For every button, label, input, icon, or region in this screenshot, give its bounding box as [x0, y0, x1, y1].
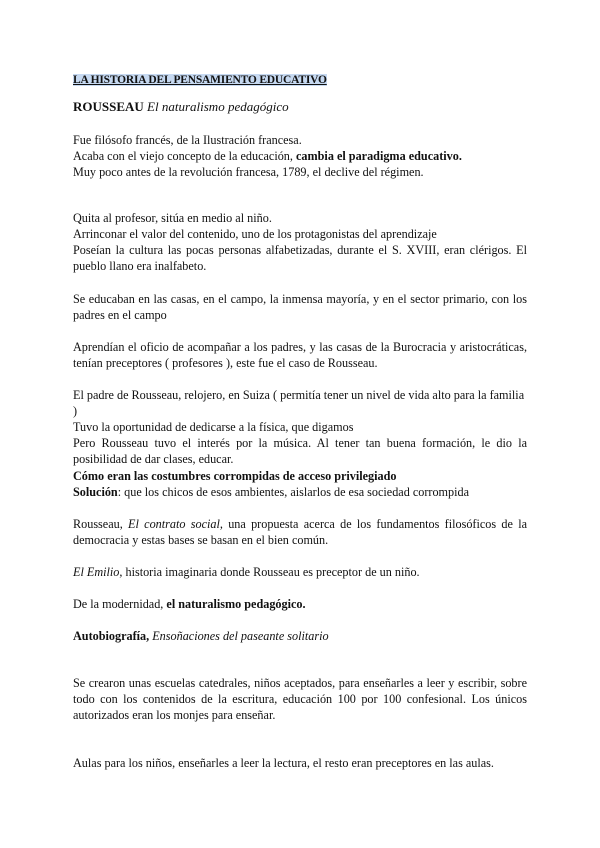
text-span: De la modernidad, [73, 597, 167, 611]
bold-label: Autobiografía, [73, 629, 150, 643]
paragraph-intro [73, 132, 527, 180]
text-line: Tuvo la oportunidad de dedicarse a la física, que digamos [73, 420, 354, 434]
work-title: Ensoñaciones del paseante solitario [149, 629, 329, 643]
paragraph-solution [73, 468, 527, 500]
paragraph-teacher [73, 210, 527, 274]
paragraph-classrooms [73, 755, 527, 771]
text-span: una propuesta acerca de los fundamentos filosóficos de la democracia y estas bases se basan en el bien común. [73, 517, 527, 547]
paragraph-homes [73, 291, 527, 323]
section-topic: El naturalismo pedagógico [147, 99, 289, 114]
text-line: Pero Rousseau tuvo el interés por la música. Al tener tan buena formación, le dio la posibilidad de dar clases, educar. [73, 436, 527, 466]
text-line: El padre de Rousseau, relojero, en Suiza ( permitía tener un nivel de vida alto para la familia ) [73, 388, 525, 418]
bold-label: Solución [73, 485, 118, 499]
text-line: Fue filósofo francés, de la Ilustración francesa. [73, 133, 302, 147]
text-line: Aprendían el oficio de acompañar a los padres, y las casas de la Burocracia y aristocráticas, tenían preceptores ( profesores ), este fue el caso de Rousseau. [73, 340, 527, 370]
text-span: Acaba con el viejo concepto de la educación, [73, 149, 296, 163]
paragraph-modernity [73, 596, 527, 612]
text-line [73, 148, 527, 164]
document-title: LA HISTORIA DEL PENSAMIENTO EDUCATIVO [73, 74, 327, 86]
text-span: : que los chicos de esos ambientes, aislarlos de esa sociedad corrompida [117, 485, 470, 499]
section-heading [73, 99, 527, 115]
paragraph-preceptors [73, 339, 527, 371]
paragraph-autobiography [73, 628, 527, 644]
text-line: Quita al profesor, sitúa en medio al niño. [73, 211, 272, 225]
text-line: Arrinconar el valor del contenido, uno de los protagonistas del aprendizaje [73, 227, 437, 241]
text-span: Rousseau, [73, 517, 129, 531]
paragraph-emilio [73, 564, 527, 580]
bold-phrase: cambia el paradigma educativo. [296, 149, 462, 163]
author-name: ROUSSEAU [73, 99, 144, 114]
work-title: El Emilio, [73, 565, 123, 579]
bold-phrase: el naturalismo pedagógico. [166, 597, 306, 611]
text-span: historia imaginaria donde Rousseau es preceptor de un niño. [122, 565, 420, 579]
work-title: El contrato social, [128, 517, 223, 531]
bold-heading: Cómo eran las costumbres corrompidas de acceso privilegiado [73, 469, 397, 483]
text-line: Aulas para los niños, enseñarles a leer la lectura, el resto eran preceptores en las aulas. [73, 756, 494, 770]
paragraph-father [73, 387, 527, 467]
text-line: Poseían la cultura las pocas personas alfabetizadas, durante el S. XVIII, eran clérigos. El pueblo llano era inalfabeto. [73, 243, 527, 273]
document-title-block [73, 71, 527, 88]
paragraph-schools [73, 675, 527, 723]
text-line: Se crearon unas escuelas catedrales, niños aceptados, para enseñarles a leer y escribir, sobre todo con los contenidos de la escritura, educación 100 por 100 confesional. Los únicos autorizados eran los monjes para enseñar. [73, 676, 527, 722]
text-line: Muy poco antes de la revolución francesa, 1789, el declive del régimen. [73, 165, 424, 179]
text-line: Se educaban en las casas, en el campo, la inmensa mayoría, y en el sector primario, con los padres en el campo [73, 292, 527, 322]
paragraph-contract [73, 516, 527, 548]
